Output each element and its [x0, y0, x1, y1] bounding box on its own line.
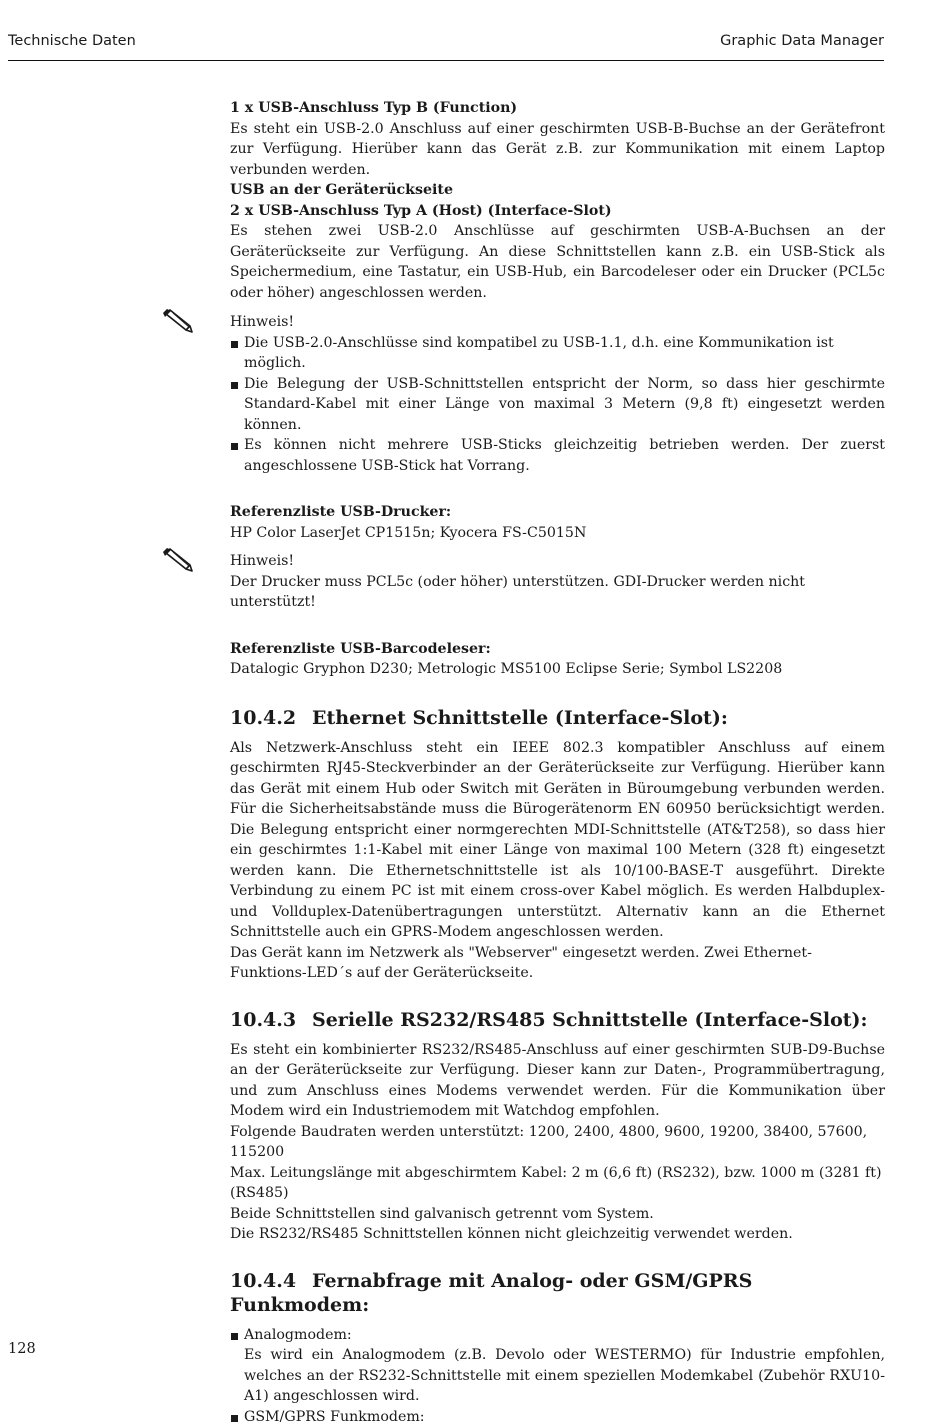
note-usb-label: Hinweis! — [230, 312, 885, 333]
ethernet-paragraph-2: Das Gerät kann im Netzwerk als "Webserver" eingesetzt werden. Zwei Ethernet-Funktions-LED´s auf der Geräterückseite. — [230, 943, 885, 984]
usb-rear-heading: USB an der Geräterückseite — [230, 180, 885, 201]
analog-modem-label: Analogmodem: — [244, 1327, 352, 1343]
gsm-modem-label: GSM/GPRS Funkmodem: — [244, 1409, 425, 1425]
note-printer-text: Der Drucker muss PCL5c (oder höher) unterstützen. GDI-Drucker werden nicht unterstützt! — [230, 572, 885, 613]
section-title: Ethernet Schnittstelle (Interface-Slot): — [312, 707, 728, 729]
section-number: 10.4.4 — [230, 1269, 312, 1293]
note-usb-list — [230, 333, 885, 477]
section-number: 10.4.2 — [230, 706, 312, 730]
note-printer — [230, 551, 885, 613]
analog-modem-text: Es wird ein Analogmodem (z.B. Devolo oder WESTERMO) für Industrie empfohlen, welches an der RS232-Schnittstelle mit einem speziellen Modemkabel (Zubehör RXU10-A1) angeschlossen wird. — [244, 1345, 885, 1407]
list-item — [230, 1325, 885, 1407]
page-number: 128 — [8, 1341, 36, 1357]
section-heading-1043 — [230, 1008, 885, 1032]
note-printer-label: Hinweis! — [230, 551, 885, 572]
serial-cable-length: Max. Leitungslänge mit abgeschirmtem Kabel: 2 m (6,6 ft) (RS232), bzw. 1000 m (3281 ft) (RS485) — [230, 1163, 885, 1204]
header-chapter: Technische Daten — [8, 33, 136, 49]
note-usb — [230, 312, 885, 476]
list-item: Es können nicht mehrere USB-Sticks gleichzeitig betrieben werden. Der zuerst angeschlossene USB-Stick hat Vorrang. — [230, 435, 885, 476]
ethernet-paragraph-1: Als Netzwerk-Anschluss steht ein IEEE 802.3 kompatibler Anschluss auf einem geschirmten RJ45-Steckverbinder an der Geräterückseite zur Verfügung. Hierüber kann das Gerät mit einem Hub oder Switch mit Geräten in Büroumgebung verbunden werden. Für die Sicherheitsabstände muss die Bürogerätenorm EN 60950 berücksichtigt werden. Die Belegung entspricht einer normgerechten MDI-Schnittstelle (AT&T258), so dass hier ein geschirmtes 1:1-Kabel mit einer Länge von maximal 100 Metern (328 ft) eingesetzt werden kann. Die Ethernetschnittstelle ist als 10/100-BASE-T ausgeführt. Direkte Verbindung zu einem PC ist mit einem cross-over Kabel möglich. Es werden Halbduplex- und Vollduplex-Datenübertragungen unterstützt. Alternativ kann an die Ethernet Schnittstelle auch ein GPRS-Modem angeschlossen werden. — [230, 738, 885, 943]
pencil-note-icon — [162, 308, 198, 336]
serial-exclusive: Die RS232/RS485 Schnittstellen können nicht gleichzeitig verwendet werden. — [230, 1224, 885, 1245]
list-item: Die Belegung der USB-Schnittstellen entspricht der Norm, so dass hier geschirmte Standard-Kabel mit einer Länge von maximal 3 Metern (9,8 ft) eingesetzt werden können. — [230, 374, 885, 436]
section-heading-1042 — [230, 706, 885, 730]
usb-a-text: Es stehen zwei USB-2.0 Anschlüsse auf geschirmten USB-A-Buchsen an der Geräterückseite zur Verfügung. An diese Schnittstellen kann z.B. ein USB-Stick als Speichermedium, eine Tastatur, ein USB-Hub, ein Barcodeleser oder ein Drucker (PCL5c oder höher) angeschlossen werden. — [230, 221, 885, 303]
usb-b-title: 1 x USB-Anschluss Typ B (Function) — [230, 98, 885, 119]
serial-baudrates: Folgende Baudraten werden unterstützt: 1200, 2400, 4800, 9600, 19200, 38400, 57600, 115200 — [230, 1122, 885, 1163]
usb-b-text: Es steht ein USB-2.0 Anschluss auf einer geschirmten USB-B-Buchse an der Gerätefront zur Verfügung. Hierüber kann das Gerät z.B. zur Kommunikation mit einem Laptop verbunden werden. — [230, 119, 885, 181]
page-header — [8, 30, 884, 61]
modem-list — [230, 1325, 885, 1427]
list-item — [230, 1407, 885, 1427]
serial-paragraph-1: Es steht ein kombinierter RS232/RS485-Anschluss auf einer geschirmten SUB-D9-Buchse an der Geräterückseite zur Verfügung. Dieser kann zur Daten-, Programmübertragung, und zum Anschluss eines Modems verwendet werden. Für die Kommunikation über Modem wird ein Industriemodem mit Watchdog empfohlen. — [230, 1040, 885, 1122]
pencil-note-icon — [162, 547, 198, 575]
list-item: Die USB-2.0-Anschlüsse sind kompatibel zu USB-1.1, d.h. eine Kommunikation ist möglich. — [230, 333, 885, 374]
header-product: Graphic Data Manager — [720, 33, 884, 49]
ref-barcode-text: Datalogic Gryphon D230; Metrologic MS5100 Eclipse Serie; Symbol LS2208 — [230, 659, 885, 680]
section-title: Fernabfrage mit Analog- oder GSM/GPRS Funkmodem: — [230, 1270, 752, 1316]
serial-isolation: Beide Schnittstellen sind galvanisch getrennt vom System. — [230, 1204, 885, 1225]
usb-a-title: 2 x USB-Anschluss Typ A (Host) (Interface-Slot) — [230, 201, 885, 222]
ref-printer-text: HP Color LaserJet CP1515n; Kyocera FS-C5015N — [230, 523, 885, 544]
section-number: 10.4.3 — [230, 1008, 312, 1032]
section-heading-1044 — [230, 1269, 885, 1317]
section-title: Serielle RS232/RS485 Schnittstelle (Interface-Slot): — [312, 1009, 868, 1031]
page-content — [230, 98, 885, 1427]
ref-printer-heading: Referenzliste USB-Drucker: — [230, 502, 885, 523]
ref-barcode-heading: Referenzliste USB-Barcodeleser: — [230, 639, 885, 660]
